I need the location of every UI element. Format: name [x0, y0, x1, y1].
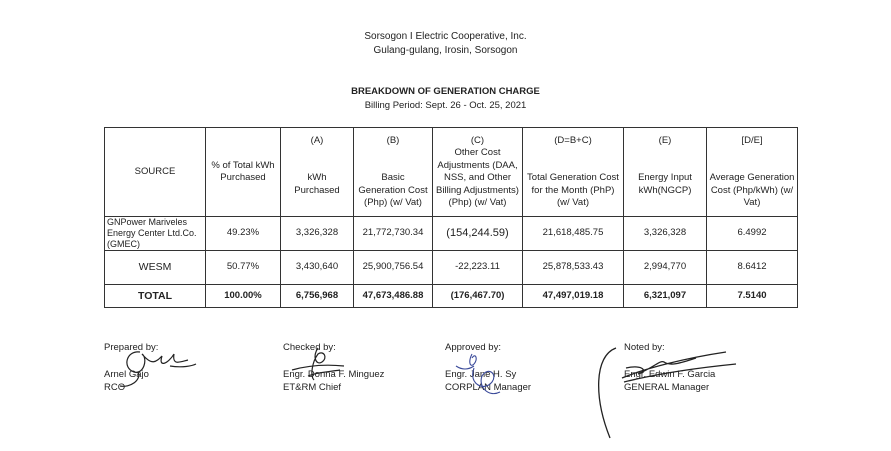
cell-source: WESM — [105, 251, 206, 285]
cell-energy: 6,321,097 — [624, 285, 707, 308]
cell-total: 21,618,485.75 — [523, 217, 624, 251]
col-header-energy: (E) Energy Input kWh(NGCP) — [624, 128, 707, 217]
company-name: Sorsogon I Electric Cooperative, Inc. — [364, 31, 527, 42]
col-header-avg: [D/E] Average Generation Cost (Php/kWh) (w/ Vat) — [707, 128, 798, 217]
signatory-title: GENERAL Manager — [624, 382, 710, 393]
col-header-basic: (B) Basic Generation Cost (Php) (w/ Vat) — [354, 128, 433, 217]
company-address: Gulang-gulang, Irosin, Sorsogon — [373, 45, 518, 56]
cell-avg: 8.6412 — [707, 251, 798, 285]
cell-total: 47,497,019.18 — [523, 285, 624, 308]
cell-pct: 100.00% — [206, 285, 281, 308]
cell-kwh: 3,430,640 — [281, 251, 354, 285]
signatory-name: Arnel Gajo — [104, 368, 149, 380]
cell-pct: 50.77% — [206, 251, 281, 285]
signatory-name: Engr. Donna F. Minguez — [283, 368, 385, 380]
document-title: BREAKDOWN OF GENERATION CHARGE — [351, 86, 540, 97]
cell-basic: 47,673,486.88 — [354, 285, 433, 308]
signatory-name: Engr. Edwin F. Garcia — [624, 368, 716, 380]
col-header-kwh: (A) kWh Purchased — [281, 128, 354, 217]
signature-noted-icon — [586, 338, 744, 442]
signature-checked-icon — [288, 346, 348, 386]
signatory-title: CORPLAN Manager — [445, 382, 532, 393]
cell-other: (154,244.59) — [433, 217, 523, 251]
cell-basic: 25,900,756.54 — [354, 251, 433, 285]
cell-kwh: 6,756,968 — [281, 285, 354, 308]
table-row — [105, 251, 798, 285]
signatory-role: Noted by: — [624, 342, 665, 353]
signatory-role: Checked by: — [283, 342, 336, 353]
cell-other: (176,467.70) — [433, 285, 523, 308]
cell-avg: 7.5140 — [707, 285, 798, 308]
table-total-row — [105, 285, 798, 308]
cell-kwh: 3,326,328 — [281, 217, 354, 251]
signature-prepared-icon — [112, 342, 198, 392]
col-header-other: (C) Other Cost Adjustments (DAA, NSS, and Other Billing Adjustments) (Php) (w/ Vat) — [433, 128, 523, 217]
cell-energy: 3,326,328 — [624, 217, 707, 251]
cell-total-label: TOTAL — [105, 285, 206, 308]
billing-period: Billing Period: Sept. 26 - Oct. 25, 2021 — [364, 100, 527, 111]
signatory-role: Prepared by: — [104, 342, 159, 353]
signatory-title: ET&RM Chief — [283, 382, 342, 393]
table-row — [105, 217, 798, 251]
cell-other: -22,223.11 — [433, 251, 523, 285]
generation-charge-table — [104, 127, 798, 308]
cell-source: GNPower Mariveles Energy Center Ltd.Co. (GMEC) — [105, 217, 206, 251]
cell-basic: 21,772,730.34 — [354, 217, 433, 251]
table-header-row — [105, 128, 798, 217]
col-header-source: SOURCE — [105, 128, 206, 217]
cell-avg: 6.4992 — [707, 217, 798, 251]
cell-total: 25,878,533.43 — [523, 251, 624, 285]
signatory-title: RCO — [104, 382, 126, 393]
signatory-role: Approved by: — [445, 342, 501, 353]
signature-approved-icon — [448, 348, 508, 404]
signatory-name: Engr. Jane H. Sy — [445, 368, 517, 380]
col-header-pct: % of Total kWh Purchased — [206, 128, 281, 217]
cell-pct: 49.23% — [206, 217, 281, 251]
col-header-total: (D=B+C) Total Generation Cost for the Month (PhP) (w/ Vat) — [523, 128, 624, 217]
cell-energy: 2,994,770 — [624, 251, 707, 285]
